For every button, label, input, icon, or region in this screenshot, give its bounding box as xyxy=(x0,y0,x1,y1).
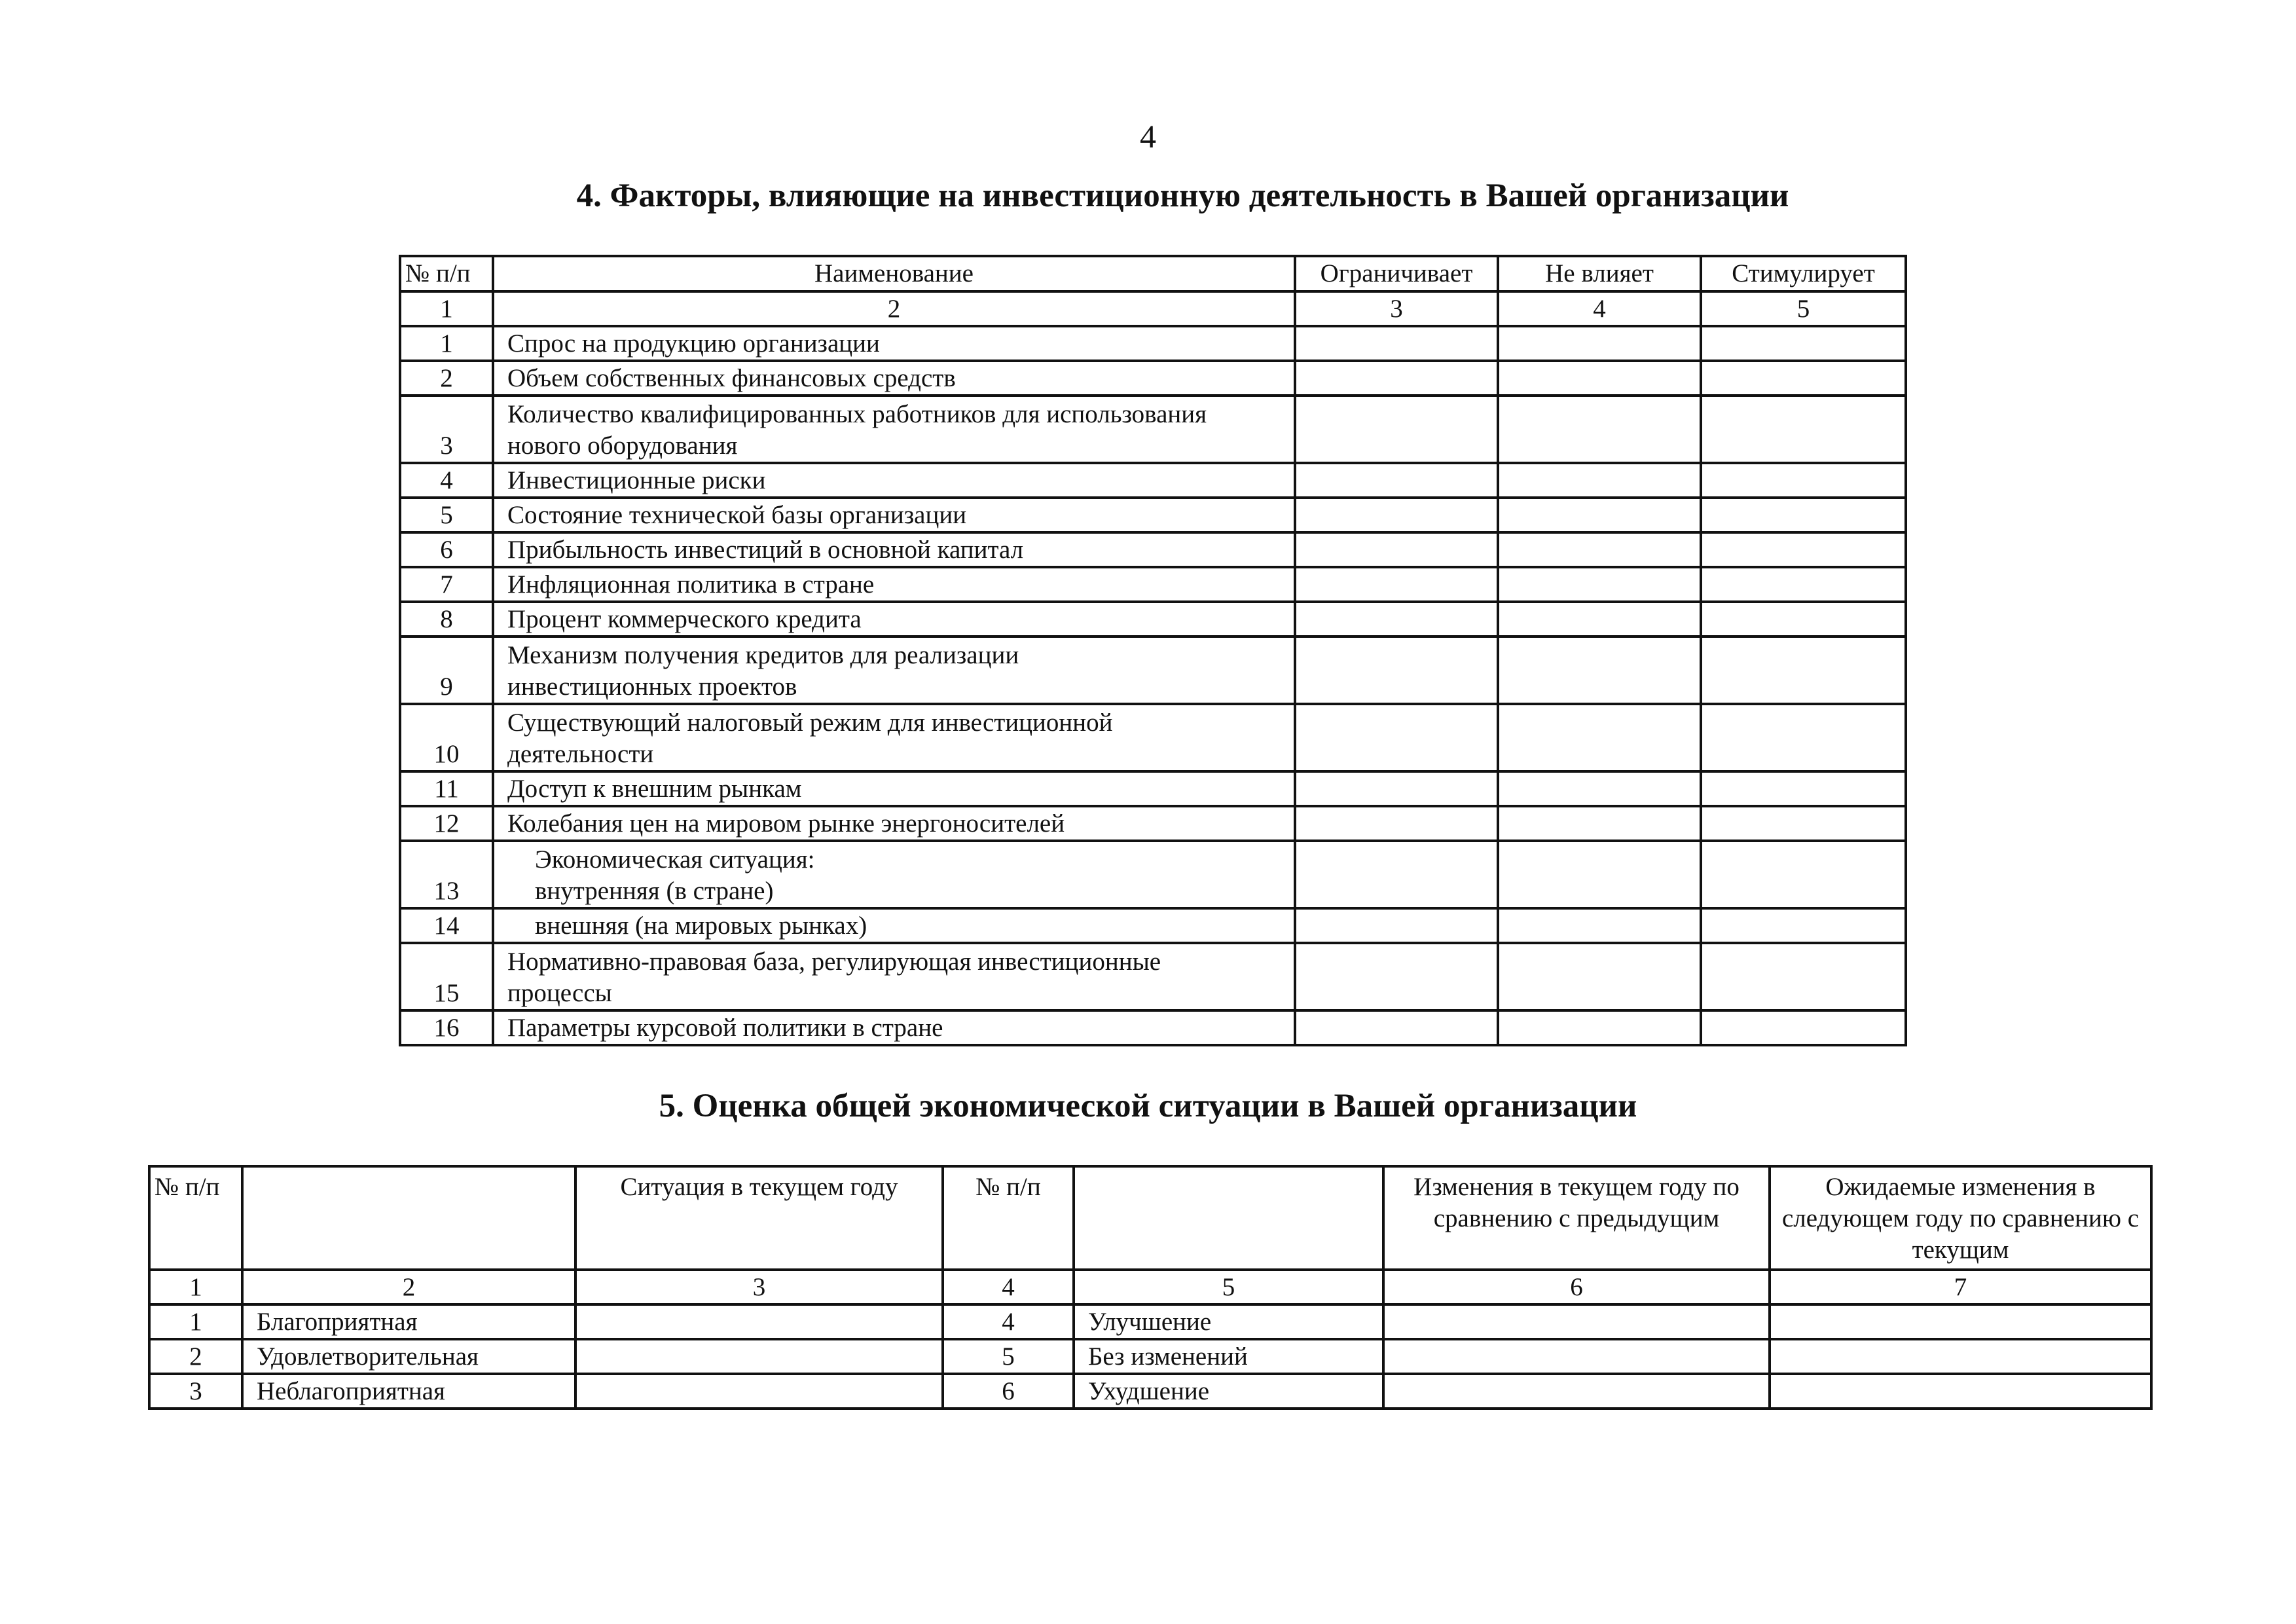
no-effect-cell[interactable] xyxy=(1498,361,1701,396)
column-number: 4 xyxy=(943,1270,1074,1304)
factor-name xyxy=(493,361,1295,396)
stimulates-cell[interactable] xyxy=(1701,396,1906,463)
factor-number: 8 xyxy=(400,602,493,637)
change-number: 6 xyxy=(943,1374,1074,1409)
section-4-title: 4. Факторы, влияющие на инвестиционную деятельность в Вашей организации xyxy=(576,177,1789,214)
no-effect-cell[interactable] xyxy=(1498,463,1701,498)
header-current-situation: Ситуация в текущем году xyxy=(575,1166,943,1270)
limits-cell[interactable] xyxy=(1295,771,1498,806)
change-number: 4 xyxy=(943,1304,1074,1339)
header-num-a: № п/п xyxy=(149,1166,242,1270)
stimulates-cell[interactable] xyxy=(1701,361,1906,396)
factor-row xyxy=(400,943,1906,1010)
no-effect-cell[interactable] xyxy=(1498,1010,1701,1045)
limits-cell[interactable] xyxy=(1295,704,1498,771)
econ-row xyxy=(149,1374,2151,1409)
factors-column-numbers xyxy=(400,291,1906,326)
no-effect-cell[interactable] xyxy=(1498,841,1701,908)
factor-row xyxy=(400,498,1906,532)
factor-number: 15 xyxy=(400,943,493,1010)
econ-column-numbers xyxy=(149,1270,2151,1304)
stimulates-cell[interactable] xyxy=(1701,326,1906,361)
change-number: 5 xyxy=(943,1339,1074,1374)
factor-row xyxy=(400,771,1906,806)
factor-name-line: Количество квалифицированных работников для использования xyxy=(507,400,1207,428)
factor-name xyxy=(493,532,1295,567)
stimulates-cell[interactable] xyxy=(1701,1010,1906,1045)
factor-name-line: Нормативно-правовая база, регулирующая инвестиционные xyxy=(507,948,1161,976)
stimulates-cell[interactable] xyxy=(1701,704,1906,771)
stimulates-cell[interactable] xyxy=(1701,771,1906,806)
column-number: 1 xyxy=(149,1270,242,1304)
stimulates-cell[interactable] xyxy=(1701,943,1906,1010)
factor-row xyxy=(400,602,1906,637)
header-num-b: № п/п xyxy=(943,1166,1074,1270)
stimulates-cell[interactable] xyxy=(1701,602,1906,637)
header-num: № п/п xyxy=(400,256,493,291)
expected-cell[interactable] xyxy=(1770,1339,2151,1374)
factor-row xyxy=(400,908,1906,943)
stimulates-cell[interactable] xyxy=(1701,463,1906,498)
no-effect-cell[interactable] xyxy=(1498,567,1701,602)
factor-name xyxy=(493,1010,1295,1045)
factor-row xyxy=(400,361,1906,396)
header-name: Наименование xyxy=(493,256,1295,291)
factor-row xyxy=(400,396,1906,463)
header-expected: Ожидаемые изменения в следующем году по сравнению с текущим xyxy=(1770,1166,2151,1270)
stimulates-cell[interactable] xyxy=(1701,532,1906,567)
no-effect-cell[interactable] xyxy=(1498,396,1701,463)
factor-number: 4 xyxy=(400,463,493,498)
column-number: 4 xyxy=(1498,291,1701,326)
factor-name-line: Объем собственных финансовых средств xyxy=(507,364,956,392)
situation-number: 1 xyxy=(149,1304,242,1339)
factor-number: 1 xyxy=(400,326,493,361)
limits-cell[interactable] xyxy=(1295,841,1498,908)
current-situation-cell[interactable] xyxy=(575,1304,943,1339)
no-effect-cell[interactable] xyxy=(1498,498,1701,532)
limits-cell[interactable] xyxy=(1295,567,1498,602)
current-situation-cell[interactable] xyxy=(575,1374,943,1409)
situation-label: Благоприятная xyxy=(242,1304,575,1339)
header-limits: Ограничивает xyxy=(1295,256,1498,291)
factor-name-line: Инфляционная политика в стране xyxy=(507,570,875,599)
no-effect-cell[interactable] xyxy=(1498,908,1701,943)
no-effect-cell[interactable] xyxy=(1498,704,1701,771)
column-number: 5 xyxy=(1074,1270,1383,1304)
factor-name-line: Колебания цен на мировом рынке энергоносителей xyxy=(507,809,1065,838)
expected-cell[interactable] xyxy=(1770,1304,2151,1339)
factor-name-line: Процент коммерческого кредита xyxy=(507,605,862,633)
factor-name-line: Прибыльность инвестиций в основной капитал xyxy=(507,536,1024,564)
current-situation-cell[interactable] xyxy=(575,1339,943,1374)
factor-name-line: Экономическая ситуация: xyxy=(535,845,815,874)
factor-name xyxy=(493,704,1295,771)
factor-name-line: внутренняя (в стране) xyxy=(535,877,774,905)
factor-row xyxy=(400,1010,1906,1045)
limits-cell[interactable] xyxy=(1295,1010,1498,1045)
factor-name-line: внешняя (на мировых рынках) xyxy=(535,912,867,940)
limits-cell[interactable] xyxy=(1295,943,1498,1010)
factor-name-line: Состояние технической базы организации xyxy=(507,501,967,529)
stimulates-cell[interactable] xyxy=(1701,841,1906,908)
factor-row xyxy=(400,841,1906,908)
factor-name xyxy=(493,498,1295,532)
limits-cell[interactable] xyxy=(1295,463,1498,498)
limits-cell[interactable] xyxy=(1295,326,1498,361)
column-number: 3 xyxy=(575,1270,943,1304)
factor-number: 10 xyxy=(400,704,493,771)
limits-cell[interactable] xyxy=(1295,396,1498,463)
column-number: 3 xyxy=(1295,291,1498,326)
factor-name-line: Механизм получения кредитов для реализации xyxy=(507,641,1019,669)
factor-name xyxy=(493,326,1295,361)
factor-number: 3 xyxy=(400,396,493,463)
situation-number: 3 xyxy=(149,1374,242,1409)
econ-row xyxy=(149,1304,2151,1339)
factor-name-line: Существующий налоговый режим для инвестиционной xyxy=(507,709,1113,737)
change-label: Ухудшение xyxy=(1074,1374,1383,1409)
column-number: 2 xyxy=(493,291,1295,326)
factor-name-line: Инвестиционные риски xyxy=(507,466,766,494)
change-label: Без изменений xyxy=(1074,1339,1383,1374)
factor-number: 5 xyxy=(400,498,493,532)
factor-row xyxy=(400,463,1906,498)
factor-row xyxy=(400,806,1906,841)
factor-number: 2 xyxy=(400,361,493,396)
factor-name xyxy=(493,463,1295,498)
factor-name-line: инвестиционных проектов xyxy=(507,673,797,701)
change-label: Улучшение xyxy=(1074,1304,1383,1339)
changes-cell[interactable] xyxy=(1383,1304,1770,1339)
header-changes: Изменения в текущем году по сравнению с предыдущим xyxy=(1383,1166,1770,1270)
changes-cell[interactable] xyxy=(1383,1374,1770,1409)
column-number: 2 xyxy=(242,1270,575,1304)
factors-header-row xyxy=(400,256,1906,291)
header-blank-b xyxy=(1074,1166,1383,1270)
column-number: 1 xyxy=(400,291,493,326)
header-no-effect: Не влияет xyxy=(1498,256,1701,291)
limits-cell[interactable] xyxy=(1295,498,1498,532)
header-blank-a xyxy=(242,1166,575,1270)
factor-name-line: Параметры курсовой политики в стране xyxy=(507,1014,943,1042)
factor-number: 11 xyxy=(400,771,493,806)
situation-number: 2 xyxy=(149,1339,242,1374)
no-effect-cell[interactable] xyxy=(1498,326,1701,361)
page-number: 4 xyxy=(1140,118,1156,155)
factor-name-line: процессы xyxy=(507,979,612,1007)
factor-name xyxy=(493,771,1295,806)
factor-number: 9 xyxy=(400,637,493,704)
column-number: 5 xyxy=(1701,291,1906,326)
expected-cell[interactable] xyxy=(1770,1374,2151,1409)
column-number: 7 xyxy=(1770,1270,2151,1304)
factors-table xyxy=(399,255,1907,1046)
factor-name-line: Доступ к внешним рынкам xyxy=(507,775,802,803)
stimulates-cell[interactable] xyxy=(1701,498,1906,532)
situation-label: Удовлетворительная xyxy=(242,1339,575,1374)
column-number: 6 xyxy=(1383,1270,1770,1304)
situation-label: Неблагоприятная xyxy=(242,1374,575,1409)
econ-row xyxy=(149,1339,2151,1374)
factor-name-line: Спрос на продукцию организации xyxy=(507,329,880,358)
factor-row xyxy=(400,326,1906,361)
factor-number: 12 xyxy=(400,806,493,841)
no-effect-cell[interactable] xyxy=(1498,943,1701,1010)
changes-cell[interactable] xyxy=(1383,1339,1770,1374)
factor-name xyxy=(493,908,1295,943)
factor-number: 14 xyxy=(400,908,493,943)
factor-name xyxy=(493,396,1295,463)
no-effect-cell[interactable] xyxy=(1498,771,1701,806)
stimulates-cell[interactable] xyxy=(1701,567,1906,602)
factor-row xyxy=(400,567,1906,602)
limits-cell[interactable] xyxy=(1295,637,1498,704)
limits-cell[interactable] xyxy=(1295,361,1498,396)
factor-name xyxy=(493,841,1295,908)
factor-number: 6 xyxy=(400,532,493,567)
limits-cell[interactable] xyxy=(1295,602,1498,637)
limits-cell[interactable] xyxy=(1295,908,1498,943)
no-effect-cell[interactable] xyxy=(1498,637,1701,704)
factor-name-line: нового оборудования xyxy=(507,432,738,460)
factor-number: 7 xyxy=(400,567,493,602)
section-5-title: 5. Оценка общей экономической ситуации в Вашей организации xyxy=(659,1088,1637,1124)
factor-name xyxy=(493,806,1295,841)
factor-row xyxy=(400,704,1906,771)
factor-name xyxy=(493,602,1295,637)
econ-header-row xyxy=(149,1166,2151,1270)
factor-number: 13 xyxy=(400,841,493,908)
no-effect-cell[interactable] xyxy=(1498,806,1701,841)
factor-name xyxy=(493,637,1295,704)
factor-row xyxy=(400,637,1906,704)
stimulates-cell[interactable] xyxy=(1701,806,1906,841)
factor-name xyxy=(493,943,1295,1010)
factor-name-line: деятельности xyxy=(507,740,654,768)
no-effect-cell[interactable] xyxy=(1498,602,1701,637)
header-stimulates: Стимулирует xyxy=(1701,256,1906,291)
stimulates-cell[interactable] xyxy=(1701,908,1906,943)
no-effect-cell[interactable] xyxy=(1498,532,1701,567)
limits-cell[interactable] xyxy=(1295,806,1498,841)
factor-row xyxy=(400,532,1906,567)
limits-cell[interactable] xyxy=(1295,532,1498,567)
factor-name xyxy=(493,567,1295,602)
economic-situation-table xyxy=(148,1165,2153,1410)
factor-number: 16 xyxy=(400,1010,493,1045)
stimulates-cell[interactable] xyxy=(1701,637,1906,704)
